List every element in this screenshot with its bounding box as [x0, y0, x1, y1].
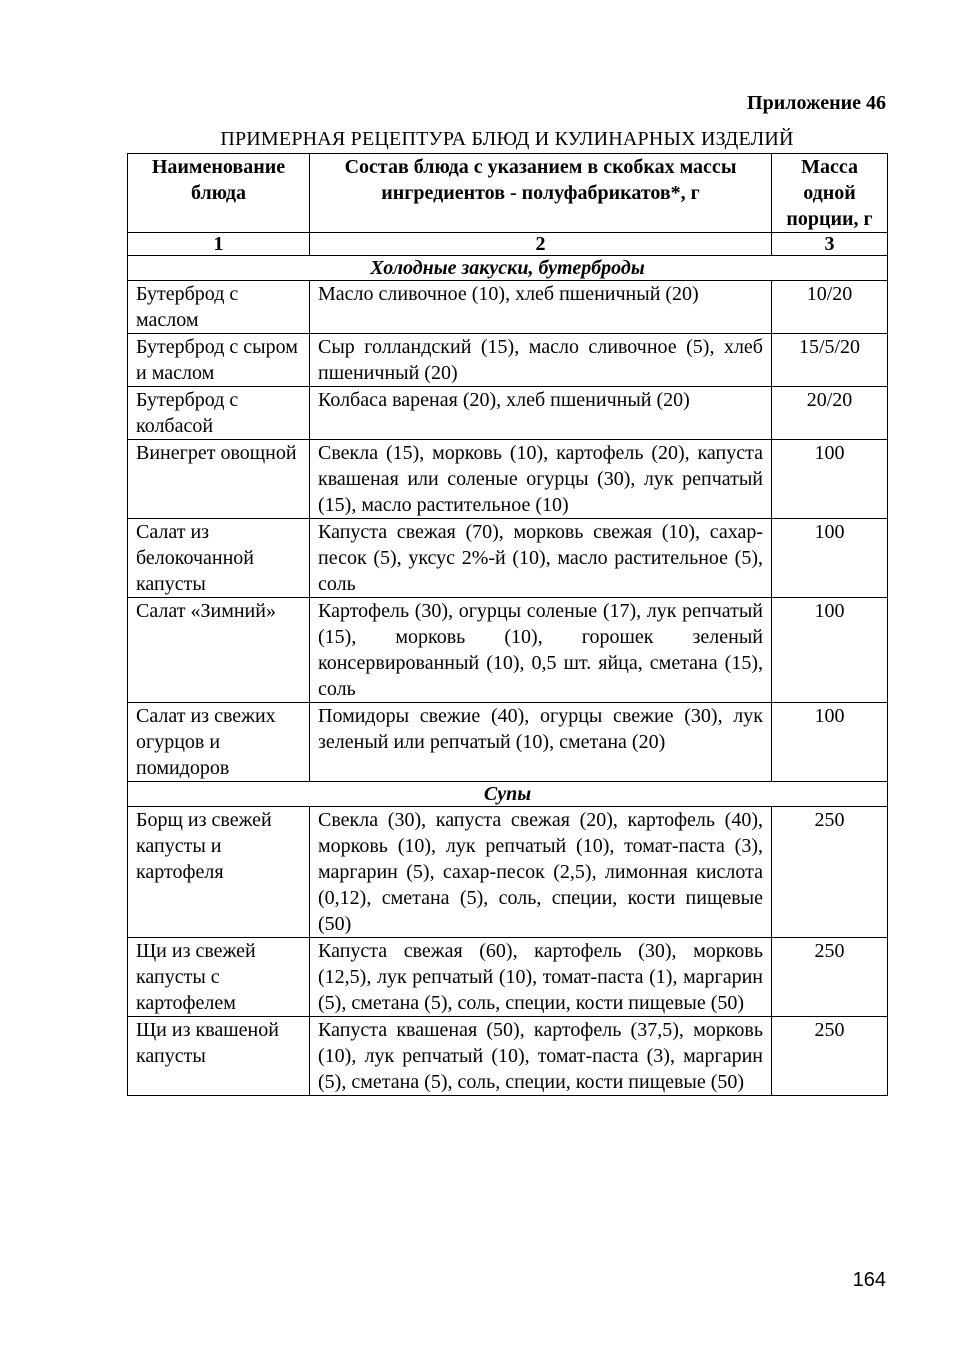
dish-composition: Картофель (30), огурцы соленые (17), лук репчатый (15), морковь (10), горошек зеленый консервированный (10), 0,5 шт. яйца, сметана (15), соль	[310, 598, 772, 703]
recipe-table	[127, 153, 888, 1096]
column-number: 1	[128, 233, 310, 256]
dish-composition: Масло сливочное (10), хлеб пшеничный (20)	[310, 281, 772, 334]
table-row	[128, 387, 888, 440]
column-number: 2	[310, 233, 772, 256]
dish-composition: Капуста квашеная (50), картофель (37,5), морковь (10), лук репчатый (10), томат-паста (3), маргарин (5), сметана (5), соль, специи, кости пищевые (50)	[310, 1017, 772, 1096]
document-title: ПРИМЕРНАЯ РЕЦЕПТУРА БЛЮД И КУЛИНАРНЫХ ИЗДЕЛИЙ	[220, 128, 794, 150]
portion-mass: 15/5/20	[772, 334, 888, 387]
header-composition: Состав блюда с указанием в скобках массы ингредиентов - полуфабрикатов*, г	[310, 154, 772, 233]
table-row	[128, 281, 888, 334]
dish-name: Салат из белокочанной капусты	[128, 519, 310, 598]
portion-mass: 250	[772, 1017, 888, 1096]
table-row	[128, 807, 888, 938]
section-title: Супы	[128, 782, 888, 807]
table-row	[128, 334, 888, 387]
dish-composition: Капуста свежая (60), картофель (30), морковь (12,5), лук репчатый (10), томат-паста (1), маргарин (5), сметана (5), соль, специи, кости пищевые (50)	[310, 938, 772, 1017]
portion-mass: 100	[772, 519, 888, 598]
table-row	[128, 440, 888, 519]
section-row	[128, 782, 888, 807]
portion-mass: 100	[772, 703, 888, 782]
dish-composition: Капуста свежая (70), морковь свежая (10), сахар-песок (5), уксус 2%-й (10), масло растительное (5), соль	[310, 519, 772, 598]
dish-name: Винегрет овощной	[128, 440, 310, 519]
portion-mass: 10/20	[772, 281, 888, 334]
dish-name: Борщ из свежей капусты и картофеля	[128, 807, 310, 938]
dish-name: Бутерброд с колбасой	[128, 387, 310, 440]
page-number: 164	[852, 1269, 886, 1291]
table-row	[128, 598, 888, 703]
dish-name: Салат из свежих огурцов и помидоров	[128, 703, 310, 782]
dish-name: Бутерброд с маслом	[128, 281, 310, 334]
dish-name: Щи из квашеной капусты	[128, 1017, 310, 1096]
table-header-row	[128, 154, 888, 233]
dish-name: Салат «Зимний»	[128, 598, 310, 703]
header-dish-name: Наименование блюда	[128, 154, 310, 233]
dish-name: Бутерброд с сыром и маслом	[128, 334, 310, 387]
portion-mass: 250	[772, 807, 888, 938]
header-portion-mass: Масса одной порции, г	[772, 154, 888, 233]
column-number: 3	[772, 233, 888, 256]
section-row	[128, 256, 888, 281]
dish-name: Щи из свежей капусты с картофелем	[128, 938, 310, 1017]
table-body	[128, 256, 888, 1096]
portion-mass: 250	[772, 938, 888, 1017]
dish-composition: Свекла (30), капуста свежая (20), картофель (40), морковь (10), лук репчатый (10), томат-паста (3), маргарин (5), сахар-песок (2,5), лимонная кислота (0,12), сметана (5), соль, специи, кости пищевые (50)	[310, 807, 772, 938]
dish-composition: Сыр голландский (15), масло сливочное (5), хлеб пшеничный (20)	[310, 334, 772, 387]
portion-mass: 100	[772, 598, 888, 703]
table-row	[128, 519, 888, 598]
portion-mass: 20/20	[772, 387, 888, 440]
dish-composition: Свекла (15), морковь (10), картофель (20), капуста квашеная или соленые огурцы (30), лук репчатый (15), масло растительное (10)	[310, 440, 772, 519]
section-title: Холодные закуски, бутерброды	[128, 256, 888, 281]
column-number-row	[128, 233, 888, 256]
dish-composition: Колбаса вареная (20), хлеб пшеничный (20)	[310, 387, 772, 440]
portion-mass: 100	[772, 440, 888, 519]
table-row	[128, 938, 888, 1017]
appendix-label: Приложение 46	[747, 92, 886, 114]
table-row	[128, 1017, 888, 1096]
table-row	[128, 703, 888, 782]
dish-composition: Помидоры свежие (40), огурцы свежие (30), лук зеленый или репчатый (10), сметана (20)	[310, 703, 772, 782]
